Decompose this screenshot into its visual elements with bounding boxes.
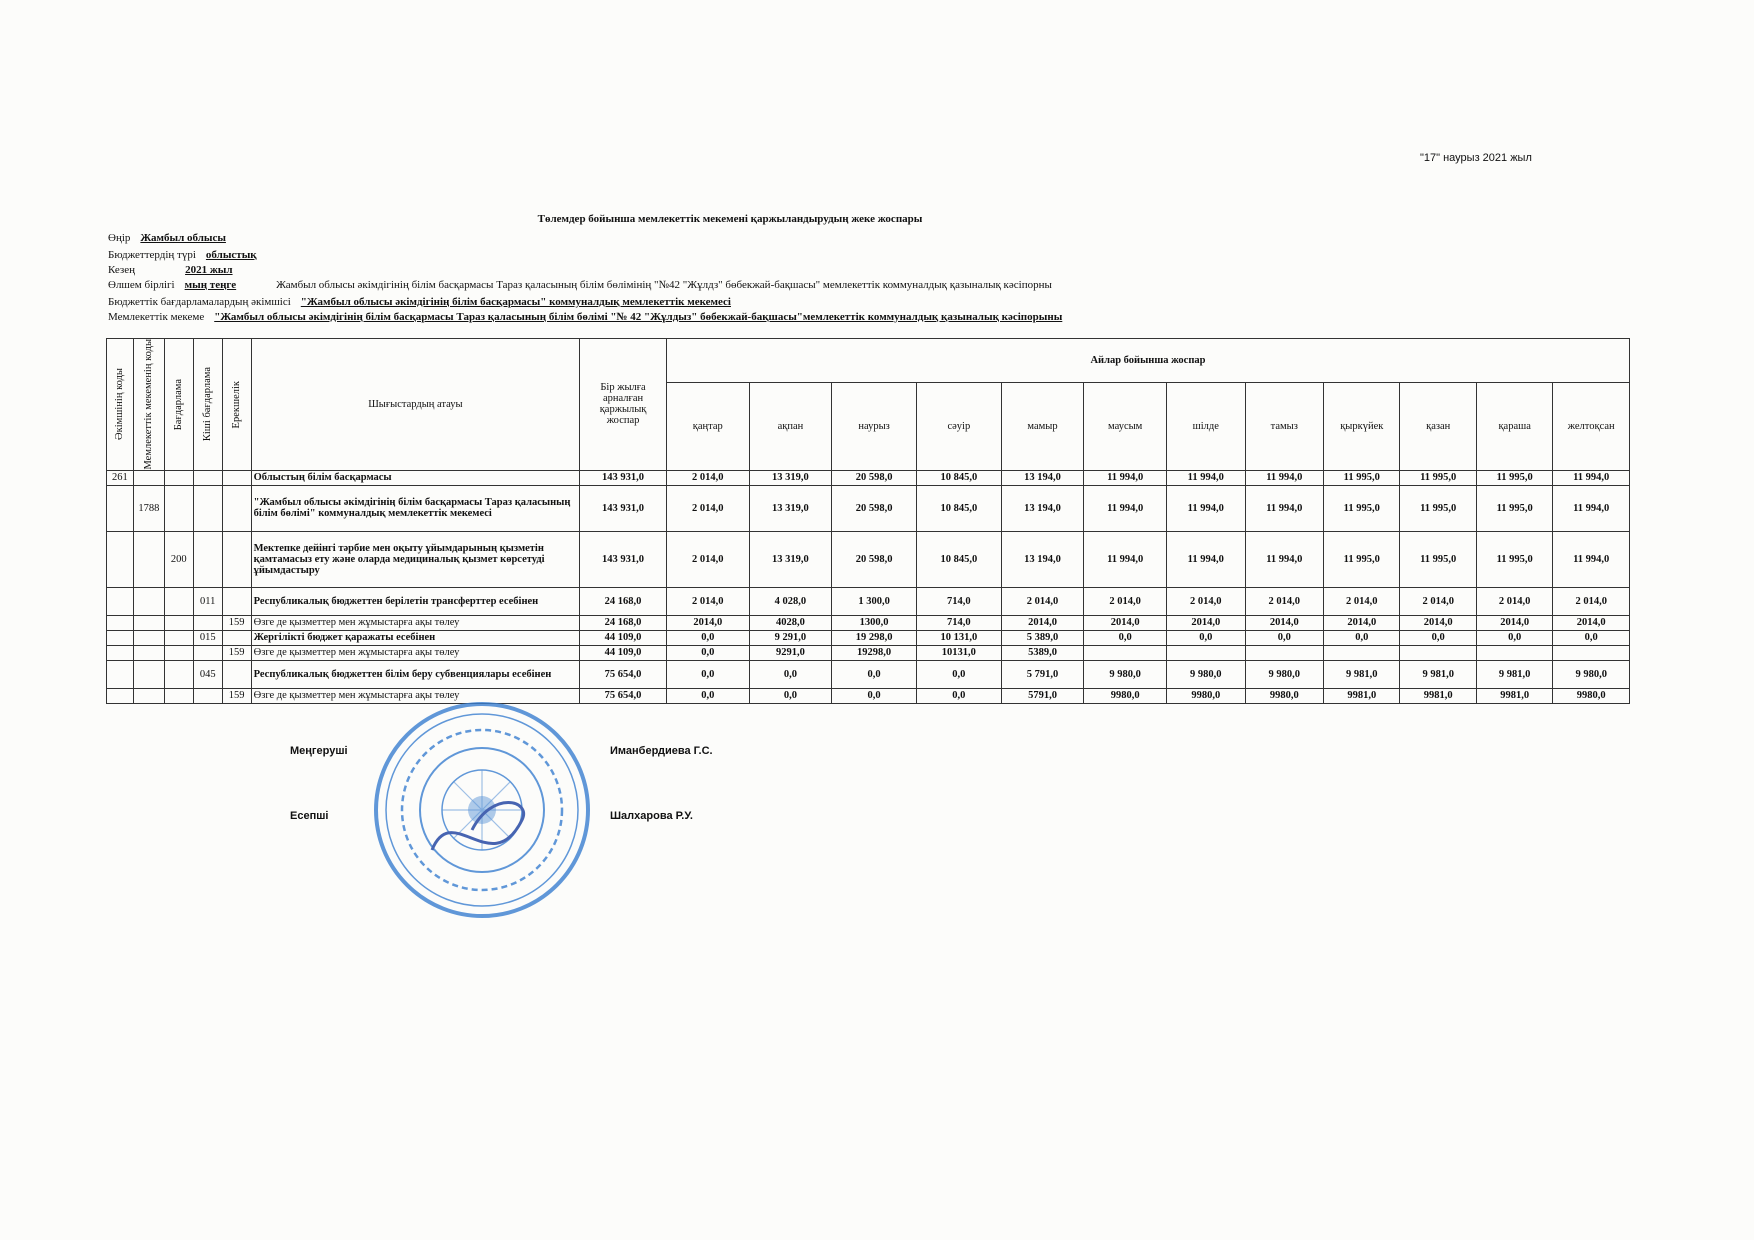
specific-cell	[222, 485, 251, 531]
expense-name-cell: Өзге де қызметтер мен жұмыстарға ақы төлеу	[251, 645, 580, 660]
month-value-cell: 2014,0	[1400, 615, 1476, 630]
admin-code-cell: 261	[107, 470, 134, 485]
meta-unit	[108, 279, 1052, 291]
program-cell	[164, 688, 193, 703]
header-month: маусым	[1084, 382, 1167, 470]
month-value-cell: 13 194,0	[1001, 485, 1084, 531]
subprogram-cell: 045	[193, 660, 222, 688]
meta-institution	[108, 311, 1062, 323]
month-value-cell: 0,0	[832, 688, 917, 703]
month-value-cell: 2 014,0	[666, 531, 749, 587]
month-value-cell: 9980,0	[1084, 688, 1167, 703]
month-value-cell: 2014,0	[1476, 615, 1552, 630]
header-month: наурыз	[832, 382, 917, 470]
program-cell	[164, 615, 193, 630]
header-name: Шығыстардың атауы	[251, 339, 580, 471]
subprogram-cell	[193, 485, 222, 531]
expense-name-cell: "Жамбыл облысы әкімдігінің білім басқармасы Тараз қаласының білім бөлімі" коммуналдық мемлекеттік мекемесі	[251, 485, 580, 531]
month-value-cell: 0,0	[1324, 630, 1400, 645]
month-value-cell	[1324, 645, 1400, 660]
month-value-cell: 714,0	[916, 615, 1001, 630]
expense-name-cell: Облыстың білім басқармасы	[251, 470, 580, 485]
table-row	[107, 531, 1630, 587]
table-row	[107, 485, 1630, 531]
month-value-cell: 0,0	[666, 660, 749, 688]
month-value-cell: 11 994,0	[1245, 531, 1324, 587]
specific-cell	[222, 587, 251, 615]
meta-period-label: Кезең	[108, 264, 136, 276]
inst-code-cell	[133, 660, 164, 688]
meta-admin	[108, 296, 731, 308]
header-month: қыркүйек	[1324, 382, 1400, 470]
header-monthly: Айлар бойынша жоспар	[666, 339, 1629, 383]
month-value-cell: 2 014,0	[666, 587, 749, 615]
table-row	[107, 660, 1630, 688]
admin-code-cell	[107, 630, 134, 645]
month-value-cell: 20 598,0	[832, 531, 917, 587]
month-value-cell: 9 981,0	[1400, 660, 1476, 688]
expense-name-cell: Мектепке дейінгі тәрбие мен оқыту ұйымдарының қызметін қамтамасыз ету және оларда медициналық қызмет көрсетуді ұйымдастыру	[251, 531, 580, 587]
expense-name-cell: Республикалық бюджеттен берілетін трансферттер есебінен	[251, 587, 580, 615]
meta-admin-value: "Жамбыл облысы әкімдігінің білім басқармасы" коммуналдық мемлекеттік мекемесі	[300, 296, 731, 308]
month-value-cell: 13 194,0	[1001, 470, 1084, 485]
month-value-cell: 2 014,0	[1553, 587, 1630, 615]
month-value-cell: 9981,0	[1476, 688, 1552, 703]
month-value-cell: 13 319,0	[749, 470, 832, 485]
month-value-cell: 20 598,0	[832, 470, 917, 485]
subprogram-cell	[193, 470, 222, 485]
month-value-cell: 2014,0	[1001, 615, 1084, 630]
inst-code-cell: 1788	[133, 485, 164, 531]
month-value-cell: 2014,0	[1084, 615, 1167, 630]
month-value-cell: 2 014,0	[1001, 587, 1084, 615]
header-month: сәуір	[916, 382, 1001, 470]
admin-code-cell	[107, 688, 134, 703]
inst-code-cell	[133, 470, 164, 485]
header-month: ақпан	[749, 382, 832, 470]
annual-total-cell: 75 654,0	[580, 688, 667, 703]
header-month: қаңтар	[666, 382, 749, 470]
month-value-cell: 11 995,0	[1324, 470, 1400, 485]
month-value-cell: 19298,0	[832, 645, 917, 660]
month-value-cell: 0,0	[1245, 630, 1324, 645]
month-value-cell: 9 291,0	[749, 630, 832, 645]
meta-period	[108, 264, 233, 276]
month-value-cell: 9980,0	[1167, 688, 1246, 703]
admin-code-cell	[107, 485, 134, 531]
month-value-cell: 20 598,0	[832, 485, 917, 531]
month-value-cell: 11 995,0	[1400, 485, 1476, 531]
month-value-cell: 0,0	[1476, 630, 1552, 645]
month-value-cell: 0,0	[666, 688, 749, 703]
month-value-cell	[1084, 645, 1167, 660]
month-value-cell: 2014,0	[666, 615, 749, 630]
expense-name-cell: Жергілікті бюджет қаражаты есебінен	[251, 630, 580, 645]
month-value-cell: 2 014,0	[666, 485, 749, 531]
header-subprogram: Кіші бағдарлама	[193, 339, 222, 471]
month-value-cell	[1245, 645, 1324, 660]
month-value-cell: 11 995,0	[1400, 470, 1476, 485]
specific-cell	[222, 660, 251, 688]
month-value-cell: 9 980,0	[1245, 660, 1324, 688]
program-cell	[164, 470, 193, 485]
table-row	[107, 470, 1630, 485]
month-value-cell	[1476, 645, 1552, 660]
month-value-cell: 0,0	[916, 660, 1001, 688]
month-value-cell	[1553, 645, 1630, 660]
specific-cell: 159	[222, 615, 251, 630]
month-value-cell: 0,0	[749, 660, 832, 688]
subprogram-cell	[193, 688, 222, 703]
expense-name-cell: Өзге де қызметтер мен жұмыстарға ақы төлеу	[251, 688, 580, 703]
month-value-cell: 9981,0	[1324, 688, 1400, 703]
subprogram-cell	[193, 645, 222, 660]
meta-budget	[108, 249, 257, 261]
month-value-cell: 13 194,0	[1001, 531, 1084, 587]
month-value-cell: 9980,0	[1553, 688, 1630, 703]
admin-code-cell	[107, 615, 134, 630]
month-value-cell: 11 994,0	[1167, 531, 1246, 587]
month-value-cell: 5791,0	[1001, 688, 1084, 703]
month-value-cell: 11 994,0	[1084, 485, 1167, 531]
month-value-cell: 11 995,0	[1476, 531, 1552, 587]
month-value-cell: 9291,0	[749, 645, 832, 660]
month-value-cell: 4028,0	[749, 615, 832, 630]
meta-unit-value: мың теңге	[184, 279, 237, 291]
month-value-cell: 11 994,0	[1167, 470, 1246, 485]
meta-unit-extra: Жамбыл облысы әкімдігінің білім басқармасы Тараз қаласының білім бөлімінің "№42 "Жұлдз" бөбекжай-бақшасы" мемлекеттік коммуналдық қазыналық кәсіпорны	[276, 279, 1052, 291]
month-value-cell: 11 995,0	[1476, 485, 1552, 531]
month-value-cell: 9 980,0	[1084, 660, 1167, 688]
month-value-cell: 2 014,0	[1167, 587, 1246, 615]
meta-unit-label: Өлшем бірлігі	[108, 279, 175, 291]
month-value-cell: 5 791,0	[1001, 660, 1084, 688]
annual-total-cell: 143 931,0	[580, 485, 667, 531]
table-row	[107, 688, 1630, 703]
meta-admin-label: Бюджеттік бағдарламалардың әкімшісі	[108, 296, 291, 308]
month-value-cell: 10131,0	[916, 645, 1001, 660]
month-value-cell: 9 980,0	[1167, 660, 1246, 688]
meta-region-value: Жамбыл облысы	[140, 232, 226, 244]
month-value-cell: 11 995,0	[1324, 485, 1400, 531]
meta-budget-value: облыстық	[205, 249, 257, 261]
accountant-label: Есепші	[290, 810, 329, 822]
month-value-cell: 0,0	[666, 645, 749, 660]
month-value-cell: 2 014,0	[1084, 587, 1167, 615]
header-month: мамыр	[1001, 382, 1084, 470]
admin-code-cell	[107, 645, 134, 660]
accountant-name: Шалхарова Р.У.	[610, 810, 693, 822]
month-value-cell: 714,0	[916, 587, 1001, 615]
month-value-cell: 11 994,0	[1245, 485, 1324, 531]
month-value-cell: 11 995,0	[1400, 531, 1476, 587]
month-value-cell: 10 845,0	[916, 531, 1001, 587]
inst-code-cell	[133, 688, 164, 703]
head-name: Иманбердиева Г.С.	[610, 745, 713, 757]
annual-total-cell: 44 109,0	[580, 630, 667, 645]
annual-total-cell: 24 168,0	[580, 615, 667, 630]
specific-cell	[222, 531, 251, 587]
month-value-cell: 9981,0	[1400, 688, 1476, 703]
month-value-cell: 13 319,0	[749, 531, 832, 587]
header-program: Бағдарлама	[164, 339, 193, 471]
month-value-cell: 11 994,0	[1245, 470, 1324, 485]
month-value-cell: 2014,0	[1553, 615, 1630, 630]
subprogram-cell: 011	[193, 587, 222, 615]
header-month: шілде	[1167, 382, 1246, 470]
month-value-cell: 1300,0	[832, 615, 917, 630]
financing-plan-table	[106, 338, 1630, 704]
month-value-cell: 2014,0	[1245, 615, 1324, 630]
month-value-cell: 11 994,0	[1167, 485, 1246, 531]
program-cell	[164, 587, 193, 615]
month-value-cell: 11 994,0	[1553, 485, 1630, 531]
header-month: қараша	[1476, 382, 1552, 470]
table-row	[107, 587, 1630, 615]
admin-code-cell	[107, 660, 134, 688]
month-value-cell: 1 300,0	[832, 587, 917, 615]
inst-code-cell	[133, 630, 164, 645]
meta-region-label: Өңір	[108, 232, 131, 244]
month-value-cell: 11 994,0	[1084, 531, 1167, 587]
month-value-cell: 11 994,0	[1084, 470, 1167, 485]
month-value-cell: 0,0	[666, 630, 749, 645]
month-value-cell: 11 994,0	[1553, 470, 1630, 485]
subprogram-cell	[193, 531, 222, 587]
header-admin-code: Әкімшінің коды	[107, 339, 134, 471]
program-cell	[164, 645, 193, 660]
document-title: Төлемдер бойынша мемлекеттік мекемені қаржыландырудың жеке жоспары	[537, 213, 923, 225]
month-value-cell: 4 028,0	[749, 587, 832, 615]
official-seal-stamp	[372, 700, 592, 920]
header-annual: Бір жылға арналған қаржылық жоспар	[580, 339, 667, 471]
annual-total-cell: 75 654,0	[580, 660, 667, 688]
header-month: желтоқсан	[1553, 382, 1630, 470]
meta-period-value: 2021 жыл	[185, 264, 233, 276]
program-cell	[164, 660, 193, 688]
annual-total-cell: 143 931,0	[580, 531, 667, 587]
month-value-cell: 2 014,0	[1245, 587, 1324, 615]
annual-total-cell: 143 931,0	[580, 470, 667, 485]
table-row	[107, 615, 1630, 630]
month-value-cell: 9980,0	[1245, 688, 1324, 703]
month-value-cell: 11 995,0	[1476, 470, 1552, 485]
specific-cell: 159	[222, 645, 251, 660]
month-value-cell: 0,0	[1084, 630, 1167, 645]
month-value-cell: 10 845,0	[916, 470, 1001, 485]
month-value-cell	[1167, 645, 1246, 660]
month-value-cell: 13 319,0	[749, 485, 832, 531]
specific-cell	[222, 470, 251, 485]
month-value-cell: 11 995,0	[1324, 531, 1400, 587]
month-value-cell: 11 994,0	[1553, 531, 1630, 587]
admin-code-cell	[107, 587, 134, 615]
month-value-cell: 0,0	[1553, 630, 1630, 645]
month-value-cell: 5389,0	[1001, 645, 1084, 660]
header-month: қазан	[1400, 382, 1476, 470]
month-value-cell: 5 389,0	[1001, 630, 1084, 645]
month-value-cell: 0,0	[1400, 630, 1476, 645]
meta-inst-value: "Жамбыл облысы әкімдігінің білім басқармасы Тараз қаласының білім бөлімі "№ 42 "Жұлдыз" бөбекжай-бақшасы"мемлекеттік коммуналдық қазыналық кәсіпорыны	[214, 311, 1063, 323]
month-value-cell	[1400, 645, 1476, 660]
month-value-cell: 9 980,0	[1553, 660, 1630, 688]
table-row	[107, 630, 1630, 645]
inst-code-cell	[133, 615, 164, 630]
month-value-cell: 2014,0	[1167, 615, 1246, 630]
document-date: "17" наурыз 2021 жыл	[1420, 152, 1532, 164]
subprogram-cell: 015	[193, 630, 222, 645]
head-label: Меңгеруші	[290, 745, 348, 757]
month-value-cell: 2 014,0	[1476, 587, 1552, 615]
meta-budget-label: Бюджеттердің түрі	[108, 249, 196, 261]
inst-code-cell	[133, 587, 164, 615]
annual-total-cell: 24 168,0	[580, 587, 667, 615]
month-value-cell: 0,0	[916, 688, 1001, 703]
month-value-cell: 19 298,0	[832, 630, 917, 645]
admin-code-cell	[107, 531, 134, 587]
month-value-cell: 2014,0	[1324, 615, 1400, 630]
program-cell	[164, 630, 193, 645]
header-specific: Ерекшелік	[222, 339, 251, 471]
program-cell	[164, 485, 193, 531]
header-month: тамыз	[1245, 382, 1324, 470]
month-value-cell: 2 014,0	[1324, 587, 1400, 615]
meta-region	[108, 232, 226, 244]
table-row	[107, 645, 1630, 660]
specific-cell	[222, 630, 251, 645]
month-value-cell: 2 014,0	[666, 470, 749, 485]
program-cell: 200	[164, 531, 193, 587]
meta-inst-label: Мемлекеттік мекеме	[108, 311, 205, 323]
subprogram-cell	[193, 615, 222, 630]
month-value-cell: 0,0	[1167, 630, 1246, 645]
month-value-cell: 2 014,0	[1400, 587, 1476, 615]
month-value-cell: 10 131,0	[916, 630, 1001, 645]
month-value-cell: 10 845,0	[916, 485, 1001, 531]
expense-name-cell: Өзге де қызметтер мен жұмыстарға ақы төлеу	[251, 615, 580, 630]
annual-total-cell: 44 109,0	[580, 645, 667, 660]
month-value-cell: 9 981,0	[1476, 660, 1552, 688]
header-inst-code: Мемлекеттік мекеменің коды	[133, 339, 164, 471]
inst-code-cell	[133, 531, 164, 587]
month-value-cell: 9 981,0	[1324, 660, 1400, 688]
expense-name-cell: Республикалық бюджеттен білім беру субвенциялары есебінен	[251, 660, 580, 688]
month-value-cell: 0,0	[749, 688, 832, 703]
specific-cell: 159	[222, 688, 251, 703]
inst-code-cell	[133, 645, 164, 660]
month-value-cell: 0,0	[832, 660, 917, 688]
